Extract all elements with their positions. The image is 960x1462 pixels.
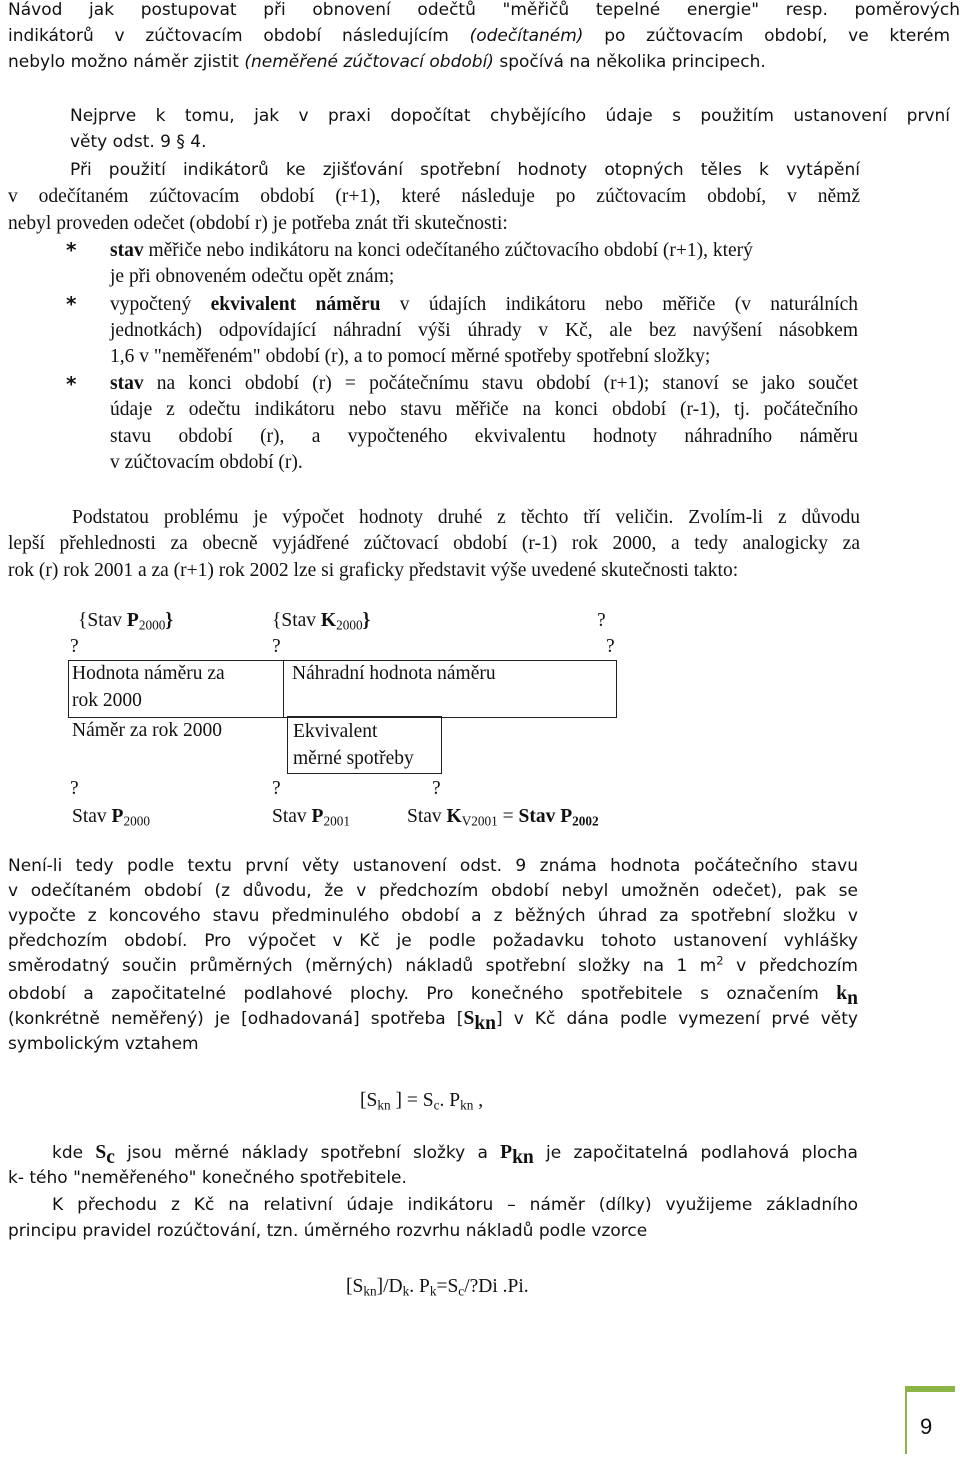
bullet-1-line-2: je při obnoveném odečtu opět znám; xyxy=(110,266,395,287)
diagram-box-equivalent-line-1: Ekvivalent xyxy=(293,721,378,742)
diagram-q: ? xyxy=(432,778,441,799)
known-line-6 xyxy=(8,983,858,1009)
problem-line-1: Podstatou problému je výpočet hodnoty druhé z těchto tří veličin. Zvolím-li z důvodu xyxy=(72,507,860,528)
formula-text: /?Di .Pi. xyxy=(464,1276,529,1297)
diagram-text: } xyxy=(362,610,371,631)
diagram-sub: 2000 xyxy=(336,617,363,633)
diagram-bottom-1 xyxy=(72,806,150,828)
formula-text: [S xyxy=(360,1090,378,1111)
asterisk-icon: * xyxy=(66,238,77,262)
diagram-top-mid xyxy=(272,610,370,632)
diagram-sub: 2000 xyxy=(138,617,166,633)
diagram-row2-left: Náměr za rok 2000 xyxy=(72,720,222,741)
where-sub: kn xyxy=(512,1146,534,1168)
formula-text: [S xyxy=(346,1276,364,1297)
diagram-sub: 2000 xyxy=(123,813,150,829)
known-sup: 2 xyxy=(716,953,724,968)
diagram-q: ? xyxy=(272,636,281,657)
formula-sub: kn xyxy=(363,1283,377,1299)
bullet-2-line-1 xyxy=(110,294,858,316)
formula-text: =S xyxy=(436,1276,459,1297)
diagram-text: Stav xyxy=(272,806,312,827)
diagram-var: P xyxy=(111,806,124,827)
page-number-rule xyxy=(905,1392,907,1454)
diagram-box-left-line-1: Hodnota náměru za xyxy=(72,663,225,684)
intro-line-2 xyxy=(8,26,950,46)
bullet-3-line-2: údaje z odečtu indikátoru nebo stavu měřiče na konci období (r-1), tj. počátečního xyxy=(110,399,858,420)
usage-line-1: Při použití indikátorů ke zjišťování spotřební hodnoty otopných těles k vytápění xyxy=(70,160,860,180)
where-line-4: principu pravidel rozúčtování, tzn. úměrného rozvrhu nákladů podle vzorce xyxy=(8,1221,648,1241)
intro-text: spočívá na několika principech. xyxy=(493,52,766,72)
diagram-text: } xyxy=(165,610,174,631)
intro-text: indikátorů v zúčtovacím období následujícím xyxy=(8,26,470,46)
diagram-q: ? xyxy=(272,778,281,799)
diagram-q: ? xyxy=(70,778,79,799)
known-var: k xyxy=(836,983,848,1004)
bullet-text: v údajích indikátoru nebo měřiče (v naturálních xyxy=(380,294,858,315)
diagram-q: ? xyxy=(606,636,615,657)
diagram-bottom-3 xyxy=(407,806,599,828)
page-number-bar xyxy=(905,1386,955,1392)
formula-sub: k xyxy=(402,1283,410,1299)
known-text: ] v Kč dána podle vymezení prvé věty xyxy=(496,1009,858,1029)
bullet-1-line-1 xyxy=(110,240,753,262)
known-text: směrodatný součin průměrných (měrných) nákladů spotřební složky na 1 m xyxy=(8,956,717,976)
formula-text: , xyxy=(473,1090,484,1111)
diagram-q: ? xyxy=(70,636,79,657)
problem-line-3: rok (r) rok 2001 a za (r+1) rok 2002 lze si graficky představit výše uvedené skutečnosti takto: xyxy=(8,560,739,581)
where-text: je započitatelná podlahová plocha xyxy=(533,1143,858,1163)
bullet-3-line-4: v zúčtovacím období (r). xyxy=(110,452,303,473)
known-line-7 xyxy=(8,1008,858,1034)
asterisk-icon: * xyxy=(66,292,77,316)
intro-text: Návod jak postupovat při obnovení odečtů "měřičů tepelné energie" resp. poměrových xyxy=(8,0,960,20)
formula-2 xyxy=(346,1276,529,1298)
formula-sub: c xyxy=(458,1283,465,1299)
diagram-box-left-line-2: rok 2000 xyxy=(72,690,142,711)
where-var: S xyxy=(95,1142,107,1163)
where-text: kde xyxy=(52,1143,96,1163)
known-text: období a započitatelné podlahové plochy. Pro konečného spotřebitele s označením xyxy=(8,984,837,1004)
diagram-var: K xyxy=(446,806,462,827)
diagram-text: Stav xyxy=(72,806,112,827)
problem-line-2: lepší přehlednosti za obecně vyjádřené zúčtovací období (r-1) rok 2000, a tedy analogicky za xyxy=(8,533,860,554)
diagram-sub: V2001 xyxy=(461,813,498,829)
diagram-text: {Stav xyxy=(272,610,321,631)
bullet-bold: stav xyxy=(110,373,144,394)
diagram-q-top-right: ? xyxy=(597,610,606,631)
bullet-text: měřiče nebo indikátoru na konci odečítaného zúčtovacího období (r+1), který xyxy=(143,240,753,261)
intro-italic: (neměřené zúčtovací období) xyxy=(244,52,494,72)
bullet-3-line-1 xyxy=(110,373,858,395)
usage-line-2: v odečítaném zúčtovacím období (r+1), které následuje po zúčtovacím období, v němž xyxy=(8,186,860,207)
known-line-8: symbolickým vztahem xyxy=(8,1034,199,1054)
intro-line-3 xyxy=(8,52,766,72)
diagram-box-equivalent-line-2: měrné spotřeby xyxy=(293,748,414,769)
asterisk-icon: * xyxy=(66,372,77,396)
formula-text: ]/D xyxy=(376,1276,403,1297)
diagram-text: {Stav xyxy=(78,610,127,631)
known-var: S xyxy=(463,1008,475,1029)
formula-sub: kn xyxy=(377,1097,391,1113)
where-var: P xyxy=(500,1142,513,1163)
bullet-2-line-3: 1,6 v "neměřeném" období (r), a to pomocí měrné spotřeby spotřební složky; xyxy=(110,346,711,367)
page-number: 9 xyxy=(920,1414,933,1439)
bullet-3-line-3: stavu období (r), a vypočteného ekvivalentu hodnoty náhradního náměru xyxy=(110,426,858,447)
first-line-1: Nejprve k tomu, jak v praxi dopočítat chybějícího údaje s použitím ustanovení první xyxy=(70,106,950,126)
bullet-text: na konci období (r) = počátečnímu stavu období (r+1); stanoví se jako součet xyxy=(143,373,858,394)
intro-text: po zúčtovacím období, ve kterém xyxy=(583,26,951,46)
diagram-var: Stav P xyxy=(518,806,573,827)
diagram-var: P xyxy=(311,806,324,827)
known-line-4: předchozím období. Pro výpočet v Kč je podle požadavku tohoto ustanovení vyhlášky xyxy=(8,931,858,951)
where-line-3: K přechodu z Kč na relativní údaje indikátoru – náměr (dílky) využijeme základního xyxy=(52,1195,858,1215)
formula-text: ] = S xyxy=(390,1090,434,1111)
intro-text: nebylo možno náměr zjistit xyxy=(8,52,245,72)
bullet-text: vypočtený xyxy=(110,294,211,315)
usage-line-3: nebyl proveden odečet (období r) je potřeba znát tři skutečnosti: xyxy=(8,213,508,234)
known-sub: kn xyxy=(474,1012,497,1034)
bullet-2-line-2: jednotkách) odpovídající náhradní výši úhrady v Kč, ale bez navýšení násobkem xyxy=(110,320,858,341)
diagram-var: P xyxy=(126,610,139,631)
diagram-var: K xyxy=(320,610,337,631)
diagram-sub: 2001 xyxy=(323,813,350,829)
known-line-5 xyxy=(8,953,858,976)
diagram-bottom-2 xyxy=(272,806,350,828)
intro-line-1 xyxy=(8,0,960,20)
diagram-top-left xyxy=(78,610,173,632)
formula-sub: c xyxy=(433,1097,440,1113)
diagram-sub: 2002 xyxy=(572,813,599,829)
formula-text: . P xyxy=(439,1090,461,1111)
formula-1 xyxy=(360,1090,483,1112)
known-text: v předchozím xyxy=(723,956,858,976)
formula-text: . P xyxy=(409,1276,430,1297)
known-sub: n xyxy=(847,987,858,1009)
known-text: (konkrétně neměřený) je [odhadovaná] spotřeba [ xyxy=(8,1009,464,1029)
first-line-2: věty odst. 9 § 4. xyxy=(70,132,207,152)
where-sub: c xyxy=(106,1146,115,1168)
diagram-text: = xyxy=(497,806,519,827)
where-line-2: k- tého "neměřeného" konečného spotřebitele. xyxy=(8,1168,407,1188)
formula-sub: kn xyxy=(460,1097,474,1113)
diagram-box-right-text: Náhradní hodnota náměru xyxy=(292,663,496,684)
formula-sub: k xyxy=(429,1283,437,1299)
intro-italic: (odečítaném) xyxy=(469,26,584,46)
diagram-text: Stav xyxy=(407,806,447,827)
where-text: jsou měrné náklady spotřební složky a xyxy=(114,1143,501,1163)
bullet-bold: ekvivalent náměru xyxy=(210,294,381,315)
known-line-1: Není-li tedy podle textu první věty ustanovení odst. 9 známa hodnota počátečního stavu xyxy=(8,856,858,876)
where-line-1 xyxy=(52,1142,858,1168)
bullet-bold: stav xyxy=(110,240,144,261)
known-line-2: v odečítaném období (z důvodu, že v předchozím období nebyl umožněn odečet), pak se xyxy=(8,881,858,901)
known-line-3: vypočte z koncového stavu předminulého období a z běžných úhrad za spotřební složku v xyxy=(8,906,858,926)
